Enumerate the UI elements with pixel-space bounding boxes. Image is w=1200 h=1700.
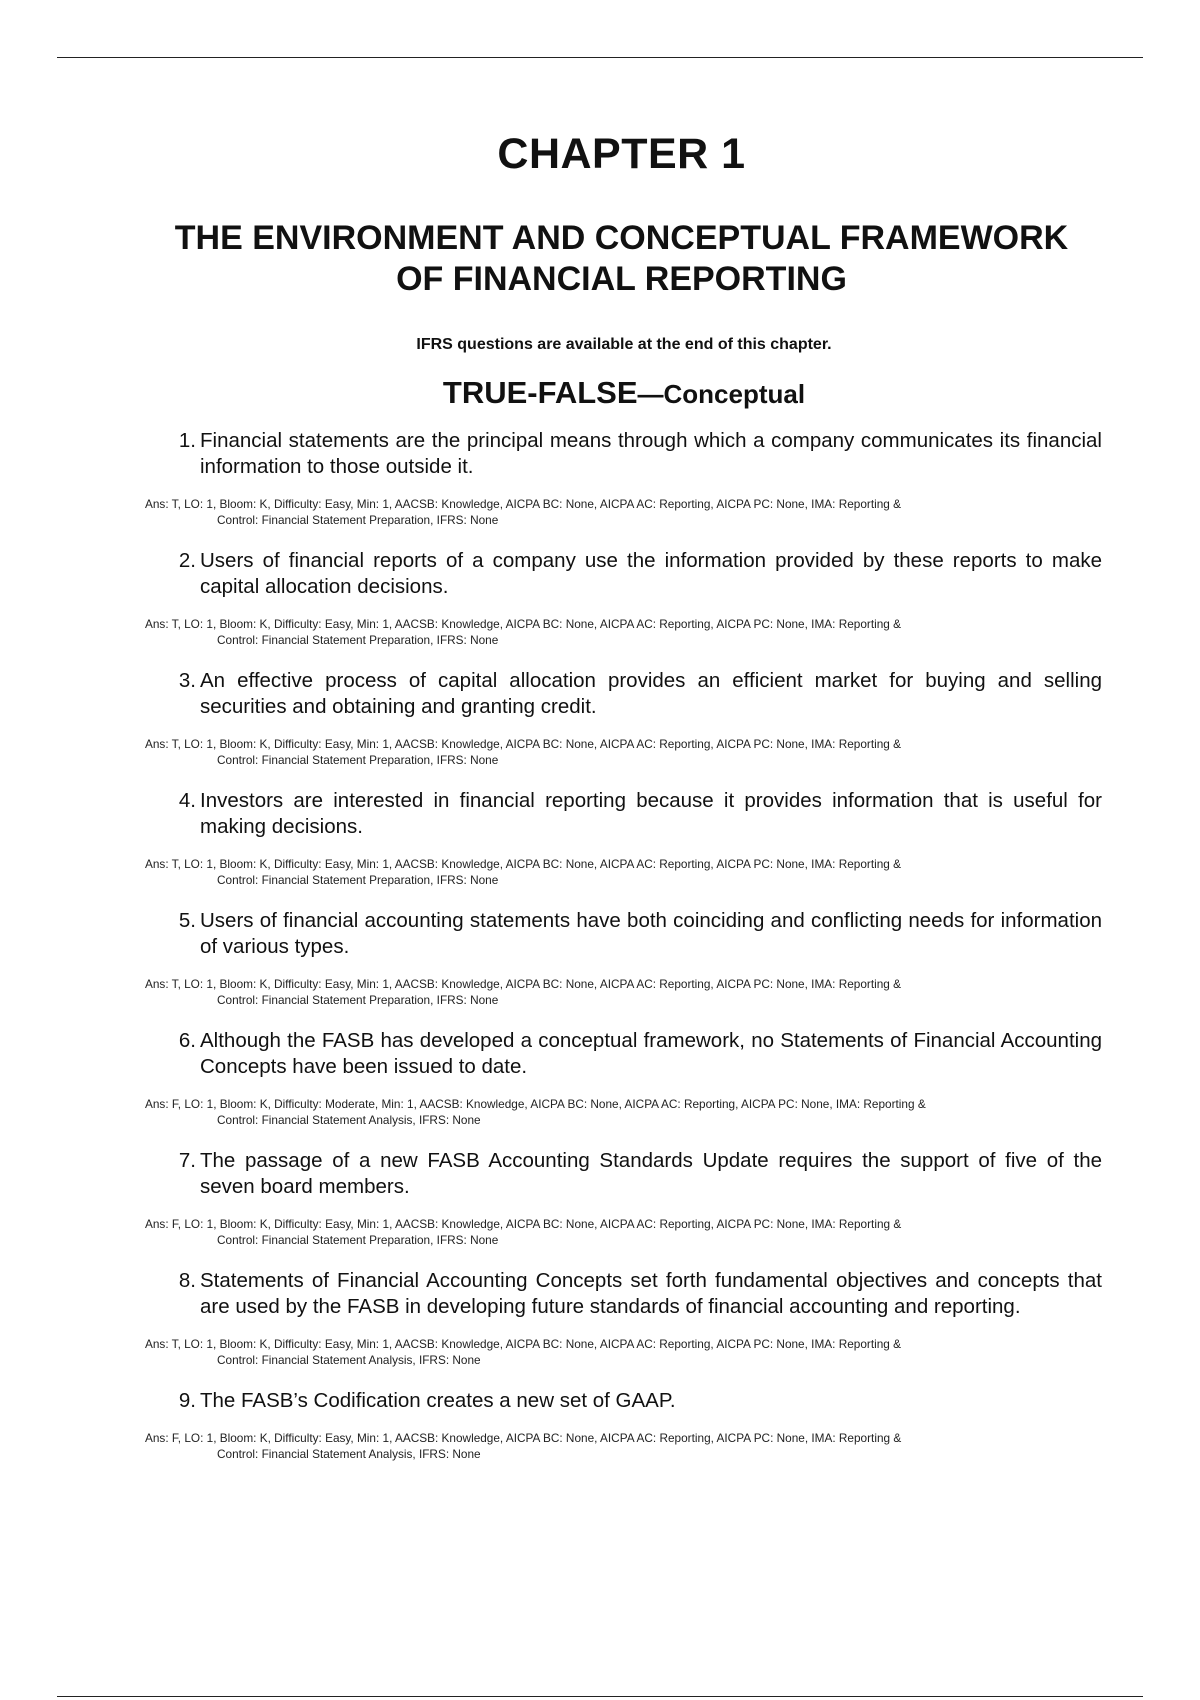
answer-metadata-line1: Ans: F, LO: 1, Bloom: K, Difficulty: Easy, Min: 1, AACSB: Knowledge, AICPA BC: None, AICPA AC: Reporting, AICPA PC: None, IMA: Reporting & bbox=[145, 1431, 902, 1445]
answer-metadata bbox=[145, 736, 1102, 768]
chapter-subtitle-line2: OF FINANCIAL REPORTING bbox=[396, 260, 847, 298]
question-body: The FASB’s Codification creates a new set of GAAP. bbox=[200, 1389, 676, 1412]
question-body: Users of financial accounting statements have both coinciding and conflicting needs for information of various types. bbox=[200, 909, 1102, 958]
question-body: Financial statements are the principal means through which a company communicates its financial information to those outside it. bbox=[200, 429, 1102, 478]
answer-metadata bbox=[145, 1336, 1102, 1368]
question-body: The passage of a new FASB Accounting Standards Update requires the support of five of the seven board members. bbox=[200, 1149, 1102, 1198]
answer-metadata bbox=[145, 496, 1102, 528]
question-item bbox=[0, 908, 1200, 1008]
chapter-title: CHAPTER 1 bbox=[497, 130, 746, 178]
answer-metadata-line2: Control: Financial Statement Analysis, IFRS: None bbox=[217, 1447, 481, 1461]
answer-metadata-line1: Ans: F, LO: 1, Bloom: K, Difficulty: Moderate, Min: 1, AACSB: Knowledge, AICPA BC: None, AICPA AC: Reporting, AICPA PC: None, IMA: Reporting & bbox=[145, 1097, 926, 1111]
answer-metadata-line2: Control: Financial Statement Analysis, IFRS: None bbox=[217, 1113, 481, 1127]
question-number: 4. bbox=[178, 789, 196, 812]
section-heading-sub: —Conceptual bbox=[637, 379, 806, 409]
answer-metadata-line2: Control: Financial Statement Preparation, IFRS: None bbox=[217, 633, 499, 647]
question-text bbox=[178, 668, 1102, 720]
answer-metadata bbox=[145, 1216, 1102, 1248]
answer-metadata bbox=[145, 976, 1102, 1008]
question-body: Users of financial reports of a company use the information provided by these reports to make capital allocation decisions. bbox=[200, 549, 1102, 598]
answer-metadata-line1: Ans: T, LO: 1, Bloom: K, Difficulty: Easy, Min: 1, AACSB: Knowledge, AICPA BC: None, AICPA AC: Reporting, AICPA PC: None, IMA: Reporting & bbox=[145, 737, 902, 751]
section-heading bbox=[0, 375, 1200, 411]
question-number: 5. bbox=[178, 909, 196, 932]
chapter-subtitle bbox=[0, 218, 1200, 300]
answer-metadata-line2: Control: Financial Statement Analysis, IFRS: None bbox=[217, 1353, 481, 1367]
question-text bbox=[178, 1148, 1102, 1200]
question-body: An effective process of capital allocation provides an efficient market for buying and selling securities and obtaining and granting credit. bbox=[200, 669, 1102, 718]
question-number: 6. bbox=[178, 1029, 196, 1052]
top-rule bbox=[57, 57, 1143, 58]
answer-metadata-line1: Ans: T, LO: 1, Bloom: K, Difficulty: Easy, Min: 1, AACSB: Knowledge, AICPA BC: None, AICPA AC: Reporting, AICPA PC: None, IMA: Reporting & bbox=[145, 857, 902, 871]
question-item bbox=[0, 1148, 1200, 1248]
question-item bbox=[0, 1388, 1200, 1462]
answer-metadata-line2: Control: Financial Statement Preparation, IFRS: None bbox=[217, 1233, 499, 1247]
answer-metadata-line1: Ans: T, LO: 1, Bloom: K, Difficulty: Easy, Min: 1, AACSB: Knowledge, AICPA BC: None, AICPA AC: Reporting, AICPA PC: None, IMA: Reporting & bbox=[145, 497, 902, 511]
answer-metadata-line1: Ans: T, LO: 1, Bloom: K, Difficulty: Easy, Min: 1, AACSB: Knowledge, AICPA BC: None, AICPA AC: Reporting, AICPA PC: None, IMA: Reporting & bbox=[145, 1337, 902, 1351]
chapter-subtitle-line1: THE ENVIRONMENT AND CONCEPTUAL FRAMEWORK bbox=[174, 219, 1069, 257]
question-number: 2. bbox=[178, 549, 196, 572]
question-item bbox=[0, 548, 1200, 648]
question-text bbox=[178, 428, 1102, 480]
question-body: Investors are interested in financial reporting because it provides information that is useful for making decisions. bbox=[200, 789, 1102, 838]
answer-metadata bbox=[145, 856, 1102, 888]
question-item bbox=[0, 428, 1200, 528]
answer-metadata-line2: Control: Financial Statement Preparation, IFRS: None bbox=[217, 993, 499, 1007]
ifrs-note: IFRS questions are available at the end of this chapter. bbox=[416, 336, 832, 353]
bottom-rule bbox=[57, 1696, 1143, 1697]
question-item bbox=[0, 788, 1200, 888]
answer-metadata-line2: Control: Financial Statement Preparation, IFRS: None bbox=[217, 753, 499, 767]
answer-metadata-line1: Ans: F, LO: 1, Bloom: K, Difficulty: Easy, Min: 1, AACSB: Knowledge, AICPA BC: None, AICPA AC: Reporting, AICPA PC: None, IMA: Reporting & bbox=[145, 1217, 902, 1231]
question-number: 7. bbox=[178, 1149, 196, 1172]
question-list bbox=[0, 428, 1200, 1462]
answer-metadata bbox=[145, 1096, 1102, 1128]
question-item bbox=[0, 1028, 1200, 1128]
question-number: 8. bbox=[178, 1269, 196, 1292]
question-body: Statements of Financial Accounting Concepts set forth fundamental objectives and concepts that are used by the FASB in developing future standards of financial accounting and reporting. bbox=[200, 1269, 1102, 1318]
question-number: 1. bbox=[178, 429, 196, 452]
question-item bbox=[0, 668, 1200, 768]
question-text bbox=[178, 1028, 1102, 1080]
question-text bbox=[178, 1388, 1102, 1414]
answer-metadata-line1: Ans: T, LO: 1, Bloom: K, Difficulty: Easy, Min: 1, AACSB: Knowledge, AICPA BC: None, AICPA AC: Reporting, AICPA PC: None, IMA: Reporting & bbox=[145, 617, 902, 631]
question-text bbox=[178, 548, 1102, 600]
answer-metadata-line2: Control: Financial Statement Preparation, IFRS: None bbox=[217, 513, 499, 527]
question-text bbox=[178, 1268, 1102, 1320]
question-number: 9. bbox=[178, 1389, 196, 1412]
answer-metadata-line2: Control: Financial Statement Preparation, IFRS: None bbox=[217, 873, 499, 887]
question-text bbox=[178, 788, 1102, 840]
section-heading-main: TRUE-FALSE bbox=[442, 375, 638, 410]
answer-metadata bbox=[145, 1430, 1102, 1462]
question-body: Although the FASB has developed a conceptual framework, no Statements of Financial Accounting Concepts have been issued to date. bbox=[200, 1029, 1102, 1078]
answer-metadata-line1: Ans: T, LO: 1, Bloom: K, Difficulty: Easy, Min: 1, AACSB: Knowledge, AICPA BC: None, AICPA AC: Reporting, AICPA PC: None, IMA: Reporting & bbox=[145, 977, 902, 991]
question-text bbox=[178, 908, 1102, 960]
question-item bbox=[0, 1268, 1200, 1368]
question-number: 3. bbox=[178, 669, 196, 692]
answer-metadata bbox=[145, 616, 1102, 648]
